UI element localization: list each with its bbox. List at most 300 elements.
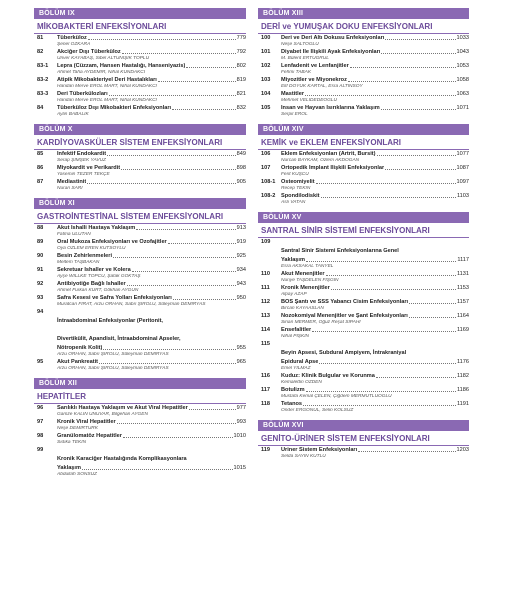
chapter-title-text[interactable]: Akut Pankreatit	[57, 359, 99, 365]
chapter-number: 111	[261, 285, 270, 291]
section-number-band: BÖLÜM XIII	[258, 8, 469, 19]
chapter-title-text[interactable]: BOS Şantı ve SSS Yabancı Cisim Enfeksiyonları	[281, 299, 409, 305]
chapter-body	[57, 63, 246, 76]
chapter-number: 82	[37, 49, 44, 55]
toc-entry[interactable]	[258, 327, 469, 340]
section-number-band: BÖLÜM XV	[258, 212, 469, 223]
chapter-title-line	[281, 63, 469, 70]
page-number: 849	[236, 151, 246, 157]
chapter-authors: Meltem TAŞBAKAN	[57, 260, 100, 265]
dot-leader	[358, 451, 455, 452]
chapter-authors: Gamze KALIN ÜNÜVAR, Bilgehan AYGEN	[57, 412, 148, 417]
chapter-title-line	[281, 299, 469, 306]
chapter-title-line	[281, 271, 469, 278]
toc-section	[258, 8, 469, 118]
chapter-title-line	[281, 285, 469, 292]
chapter-body	[57, 77, 246, 90]
section-number-band: BÖLÜM XI	[34, 198, 246, 209]
toc-entry[interactable]	[34, 239, 246, 252]
chapter-title-line	[57, 433, 246, 440]
toc-entry[interactable]	[258, 63, 469, 76]
page-number: 819	[236, 77, 246, 83]
chapter-title-line	[281, 35, 469, 42]
chapter-number: 114	[261, 327, 271, 333]
chapter-number: 96	[37, 405, 44, 411]
chapter-number: 110	[261, 271, 271, 277]
chapter-authors: Ferit KUŞCU	[281, 172, 309, 177]
chapter-body	[57, 105, 246, 118]
chapter-authors: Neşe SALTOĞLU	[281, 42, 319, 47]
chapter-title-text[interactable]: Sekretuar İshaller ve Kolera	[57, 267, 131, 273]
toc-entry[interactable]	[34, 295, 246, 308]
toc-entry[interactable]	[258, 91, 469, 104]
section-title: MİKOBAKTERİ ENFEKSİYONLARI	[34, 19, 246, 34]
page-number: 943	[236, 281, 246, 287]
chapter-title-text[interactable]: Miyozitler ve Miyonekroz	[281, 77, 347, 83]
dot-leader	[99, 363, 236, 364]
chapter-authors: Ünver KAYABAŞ, Sibel ALTUNIŞIK TOPLU	[57, 56, 150, 61]
chapter-number: 98	[37, 433, 44, 439]
chapter-title-text[interactable]: Mastitler	[281, 91, 305, 97]
chapter-number: 101	[261, 49, 271, 55]
chapter-body	[57, 35, 246, 48]
page-number: 1153	[456, 285, 469, 291]
chapter-title-text: Divertikülit, Apandisit, İntraabdominal Apseler,	[57, 336, 181, 342]
dot-leader	[186, 67, 235, 68]
chapter-body	[281, 239, 469, 270]
chapter-title-line	[281, 341, 469, 359]
chapter-number: 118	[261, 401, 271, 407]
chapter-title-line	[281, 387, 469, 394]
chapter-number: 100	[261, 35, 271, 41]
toc-entry[interactable]	[34, 225, 246, 238]
chapter-title-text: Kronik Karaciğer Hastalığında Komplikasyonlara	[57, 456, 187, 462]
chapter-authors: Serap ŞİMŞEK YAVUZ	[57, 158, 106, 163]
chapter-body	[57, 295, 246, 308]
chapter-authors: Muratcan FIRAT, Arzu ORHAN, Sabri ŞİROLU, Süleyman DEMİRYAS	[57, 302, 206, 307]
toc-entry[interactable]	[258, 105, 469, 118]
chapter-authors: Arzu ORHAN, Sabri ŞİROLU, Süleyman DEMİRYAS	[57, 366, 169, 371]
chapter-authors: Yasemin TEZER TEKÇE	[57, 172, 110, 177]
chapter-number: 106	[261, 151, 271, 157]
chapter-body	[281, 77, 469, 90]
page-number: 955	[236, 345, 246, 351]
chapter-authors: Arzu ORHAN, Sabri ŞİROLU, Süleyman DEMİRYAS	[57, 352, 169, 357]
chapter-authors: Sıdıka TEKİN	[57, 440, 87, 445]
toc-right-column	[258, 8, 469, 466]
chapter-authors: Oya ÖZLEM EREN KUTSOYLU	[57, 246, 126, 251]
chapter-title-text[interactable]: Miyokardit ve Perikardit	[57, 165, 121, 171]
chapter-title-text: Santral Sinir Sistemi Enfeksiyonlarına Genel	[281, 248, 399, 254]
chapter-title-text[interactable]: Safra Kesesi ve Safra Yolları Enfeksiyonları	[57, 295, 172, 301]
dot-leader	[348, 81, 456, 82]
toc-entry[interactable]	[34, 267, 246, 280]
chapter-authors: Şenel ÖZKARA	[57, 42, 91, 47]
chapter-authors: Ayşe WILLKE TOPCU, Şafak GÖKTAŞ	[57, 274, 141, 279]
dot-leader	[88, 39, 236, 40]
chapter-title-text[interactable]: İnsan ve Hayvan Isırıklarına Yaklaşım	[281, 105, 380, 111]
toc-section	[34, 198, 246, 372]
toc-entry[interactable]	[34, 105, 246, 118]
chapter-body	[281, 447, 469, 460]
toc-section	[34, 124, 246, 192]
dot-leader	[305, 95, 456, 96]
dot-leader	[326, 275, 456, 276]
section-title: GENİTO-ÜRİNER SİSTEM ENFEKSİYONLARI	[258, 431, 469, 446]
toc-entry[interactable]	[258, 49, 469, 62]
toc-entry[interactable]	[258, 35, 469, 48]
chapter-title-text[interactable]: Diyabet İle İlişkili Ayak Enfeksiyonları	[281, 49, 381, 55]
chapter-title-text[interactable]: Tüberküloz	[57, 35, 87, 41]
chapter-body	[281, 327, 469, 340]
dot-leader	[168, 243, 236, 244]
dot-leader	[123, 437, 233, 438]
chapter-title-line	[281, 49, 469, 56]
toc-entry[interactable]	[34, 35, 246, 48]
chapter-title-text[interactable]: Ortopedik İmplant İlişkili Enfeksiyonlar	[281, 165, 385, 171]
chapter-authors: Sinan MERMER, Oğuz Reşat SİPAHİ	[281, 320, 361, 325]
dot-leader	[117, 423, 236, 424]
chapter-body	[281, 373, 469, 386]
toc-entry[interactable]	[34, 179, 246, 192]
dot-leader	[312, 331, 456, 332]
chapter-title-text[interactable]: Kronik Menenjitler	[281, 285, 330, 291]
dot-leader	[158, 81, 236, 82]
toc-entry[interactable]	[34, 433, 246, 446]
chapter-title-text[interactable]: Antibiyotiğe Bağlı İshaller	[57, 281, 126, 287]
chapter-number: 108-1	[261, 179, 276, 185]
page-number: 898	[236, 165, 246, 171]
section-title: GASTROİNTESTİNAL SİSTEM ENFEKSİYONLARI	[34, 209, 246, 224]
chapter-body	[57, 165, 246, 178]
chapter-body	[281, 63, 469, 76]
dot-leader	[303, 405, 456, 406]
chapter-body	[281, 179, 469, 192]
chapter-authors: Handan Merve EROL MART, Nihal KUNDAKCI	[57, 98, 157, 103]
chapter-number: 89	[37, 239, 44, 245]
section-title: KEMİK ve EKLEM ENFEKSİYONLARI	[258, 135, 469, 150]
dot-leader	[409, 303, 456, 304]
page-number: 1182	[456, 373, 469, 379]
chapter-title-text[interactable]: Sarılıklı Hastaya Yaklaşım ve Akut Viral Hepatitler	[57, 405, 188, 411]
dot-leader	[121, 169, 236, 170]
chapter-body	[57, 433, 246, 446]
chapter-authors: Elif DOYUK KARTAL, Esra ALTINSOY	[281, 84, 363, 89]
chapter-body	[57, 253, 246, 266]
chapter-number: 87	[37, 179, 44, 185]
chapter-number: 83-1	[37, 63, 49, 69]
chapter-number: 90	[37, 253, 44, 259]
chapter-title-line	[281, 77, 469, 84]
chapter-body	[57, 359, 246, 372]
chapter-title-line	[281, 373, 469, 380]
toc-section	[34, 378, 246, 478]
chapter-authors: Selda SAYIN KUTLU	[281, 454, 326, 459]
page-number: 1063	[456, 91, 469, 97]
chapter-title-text[interactable]: Granülomatöz Hepatitler	[57, 433, 122, 439]
dot-leader	[381, 109, 456, 110]
section-title: DERİ ve YUMUŞAK DOKU ENFEKSİYONLARI	[258, 19, 469, 34]
chapter-title-line	[57, 267, 246, 274]
toc-entry[interactable]	[258, 193, 469, 206]
page-number: 821	[236, 91, 246, 97]
chapter-title-text[interactable]: Tüberküloz Dışı Mikobakteri Enfeksiyonları	[57, 105, 172, 111]
toc-entry[interactable]	[34, 151, 246, 164]
chapter-body	[57, 267, 246, 280]
dot-leader	[172, 109, 236, 110]
chapter-title-line	[57, 359, 246, 366]
dot-leader	[377, 155, 456, 156]
chapter-title-text[interactable]: Eklem Enfeksiyonları (Artrit, Bursit)	[281, 151, 376, 157]
toc-entry[interactable]	[258, 373, 469, 386]
page-number: 1071	[456, 105, 469, 111]
chapter-body	[281, 105, 469, 118]
chapter-body	[281, 151, 469, 164]
chapter-number: 103	[261, 77, 271, 83]
dot-leader	[316, 183, 456, 184]
page-number: 1131	[456, 271, 469, 277]
toc-entry[interactable]	[258, 179, 469, 192]
chapter-body	[281, 285, 469, 298]
chapter-body	[281, 271, 469, 284]
page-number: 950	[236, 295, 246, 301]
chapter-title-text[interactable]: Nozokomiyal Menenjitler ve Şant Enfeksiyonları	[281, 313, 408, 319]
chapter-title-text[interactable]: Lenfadenit ve Lenfanjitler	[281, 63, 349, 69]
page-number: 1176	[456, 359, 469, 365]
dot-leader	[381, 53, 455, 54]
toc-entry[interactable]	[34, 91, 246, 104]
chapter-number: 81	[37, 35, 44, 41]
chapter-title-text: Beyin Apsesi, Subdural Ampiyem, İntrakraniyal	[281, 350, 407, 356]
chapter-body	[281, 387, 469, 400]
chapter-authors: M. Bülent ERTUĞRUL	[281, 56, 329, 61]
chapter-title-text[interactable]: Akciğer Dışı Tüberküloz	[57, 49, 121, 55]
chapter-authors: Kemalettin ÖZDEN	[281, 380, 322, 385]
chapter-title-line	[57, 35, 246, 42]
toc-entry[interactable]	[258, 151, 469, 164]
toc-entry[interactable]	[258, 341, 469, 372]
page-number: 1033	[456, 35, 469, 41]
toc-section	[258, 124, 469, 206]
dot-leader	[107, 155, 236, 156]
chapter-title-text[interactable]: Spondilodiskit	[281, 193, 320, 199]
chapter-authors: Nihal PİŞKİN	[281, 334, 309, 339]
chapter-title-line	[57, 295, 246, 302]
chapter-body	[57, 225, 246, 238]
dot-leader	[306, 391, 456, 392]
page-number: 1010	[233, 433, 246, 439]
chapter-body	[57, 151, 246, 164]
chapter-number: 86	[37, 165, 44, 171]
chapter-authors: Ahmet Furkan KURT, Gökhan AYGÜN	[57, 288, 139, 293]
chapter-number: 116	[261, 373, 271, 379]
chapter-title-line	[57, 253, 246, 260]
dot-leader	[87, 183, 235, 184]
chapter-number: 108-2	[261, 193, 276, 199]
chapter-body	[281, 35, 469, 48]
dot-leader	[385, 169, 455, 170]
chapter-title-line	[281, 151, 469, 158]
toc-section	[34, 8, 246, 118]
toc-left-column	[34, 8, 246, 484]
chapter-authors: Önder ERGÖNÜL, Selin KOLSUZ	[281, 408, 354, 413]
chapter-title-text[interactable]: İnfektif Endokardit	[57, 151, 107, 157]
toc-section	[258, 420, 469, 460]
chapter-body	[57, 281, 246, 294]
section-number-band: BÖLÜM X	[34, 124, 246, 135]
toc-entry[interactable]	[258, 299, 469, 312]
dot-leader	[319, 363, 456, 364]
dot-leader	[385, 39, 455, 40]
toc-entry[interactable]	[34, 63, 246, 76]
chapter-authors: Ahmet Taha AYDEMİR, Nihal KUNDAKCI	[57, 70, 146, 75]
page-number: 1103	[456, 193, 469, 199]
chapter-title-line	[281, 257, 469, 264]
chapter-title-line	[281, 447, 469, 454]
chapter-title-text[interactable]: Tetanos	[281, 401, 303, 407]
chapter-title-line	[57, 49, 246, 56]
page-number: 832	[236, 105, 246, 111]
page-number: 1097	[456, 179, 469, 185]
page-number: 1203	[456, 447, 469, 453]
toc-entry[interactable]	[34, 77, 246, 90]
dot-leader	[132, 271, 236, 272]
chapter-number: 84	[37, 105, 44, 111]
section-number-band: BÖLÜM IX	[34, 8, 246, 19]
chapter-title-text[interactable]: Mediastinit	[57, 179, 87, 185]
page-number: 1157	[456, 299, 469, 305]
dot-leader	[103, 349, 235, 350]
toc-entry[interactable]	[34, 281, 246, 294]
chapter-title-text: İntraabdominal Enfeksiyonlar (Peritonit,	[57, 318, 163, 324]
chapter-title-line	[281, 327, 469, 334]
toc-entry[interactable]	[34, 419, 246, 432]
dot-leader	[350, 67, 456, 68]
chapter-title-line	[57, 327, 246, 345]
toc-entry[interactable]	[258, 271, 469, 284]
chapter-number: 113	[261, 313, 271, 319]
chapter-body	[57, 49, 246, 62]
chapter-authors: Recep TEKİN	[281, 186, 311, 191]
chapter-title-text[interactable]: Ensefalitler	[281, 327, 312, 333]
chapter-title-text[interactable]: Epidural Apse	[281, 359, 319, 365]
chapter-title-text[interactable]: Botulizm	[281, 387, 305, 393]
chapter-number: 112	[261, 299, 271, 305]
chapter-title-text[interactable]: Kuduz: Klinik Bulgular ve Korunma	[281, 373, 375, 379]
toc-entry[interactable]	[258, 401, 469, 414]
chapter-title-line	[57, 225, 246, 232]
dot-leader	[306, 261, 456, 262]
toc-entry[interactable]	[34, 253, 246, 266]
chapter-body	[57, 419, 246, 432]
chapter-title-text[interactable]: Akut Menenjitler	[281, 271, 325, 277]
page-number: 913	[236, 225, 246, 231]
page-number: 1015	[233, 465, 246, 471]
chapter-title-text[interactable]: Kronik Viral Hepatitler	[57, 419, 116, 425]
chapter-authors: Fatma ULUTAN	[57, 232, 91, 237]
chapter-authors: Alpay AZAP	[281, 292, 307, 297]
dot-leader	[122, 53, 236, 54]
chapter-authors: Handan Merve EROL MART, Nihal KUNDAKCI	[57, 84, 157, 89]
chapter-body	[57, 405, 246, 418]
page-number: 1087	[456, 165, 469, 171]
page-number: 925	[236, 253, 246, 259]
toc-entry[interactable]	[34, 49, 246, 62]
page-number: 779	[236, 35, 246, 41]
toc-section	[258, 212, 469, 414]
page-number: 802	[236, 63, 246, 69]
chapter-title-text[interactable]: Osteomiyelit	[281, 179, 315, 185]
chapter-title-line	[57, 63, 246, 70]
chapter-title-line	[57, 151, 246, 158]
section-title: SANTRAL SİNİR SİSTEMİ ENFEKSİYONLARI	[258, 223, 469, 238]
chapter-authors: Neşe DEMİRTÜRK	[57, 426, 98, 431]
toc-entry[interactable]	[34, 309, 246, 358]
chapter-body	[281, 165, 469, 178]
toc-entry[interactable]	[258, 285, 469, 298]
toc-entry[interactable]	[258, 313, 469, 326]
toc-entry[interactable]	[258, 165, 469, 178]
toc-entry[interactable]	[258, 387, 469, 400]
page-number: 1043	[456, 49, 469, 55]
page-number: 993	[236, 419, 246, 425]
chapter-title-line	[57, 77, 246, 84]
chapter-number: 117	[261, 387, 271, 393]
toc-entry[interactable]	[34, 447, 246, 478]
dot-leader	[376, 377, 456, 378]
chapter-title-line	[281, 313, 469, 320]
toc-entry[interactable]	[34, 405, 246, 418]
chapter-title-text[interactable]: Akut İshalli Hastaya Yaklaşım	[57, 225, 136, 231]
chapter-authors: Fehmi TABAK	[281, 70, 312, 75]
chapter-title-text[interactable]: Yaklaşım	[281, 257, 305, 263]
chapter-authors: Esra AKSAKAL TANYEL	[281, 264, 334, 269]
chapter-title-line	[57, 91, 246, 98]
section-title: KARDİYOVASKÜLER SİSTEM ENFEKSİYONLARI	[34, 135, 246, 150]
chapter-title-text[interactable]: Yaklaşım	[57, 465, 81, 471]
dot-leader	[113, 257, 236, 258]
chapter-title-text[interactable]: Deri ve Deri Altı Dokusu Enfeksiyonları	[281, 35, 385, 41]
chapter-authors: Mustafa Kemal ÇELEN, Çiğdem MERMUTLUOĞLU	[281, 394, 392, 399]
chapter-title-text[interactable]: Üriner Sistem Enfeksiyonları	[281, 447, 358, 453]
chapter-title-line	[57, 179, 246, 186]
page-number: 1191	[456, 401, 469, 407]
page-number: 919	[236, 239, 246, 245]
toc-entry[interactable]	[258, 239, 469, 270]
chapter-number: 97	[37, 419, 44, 425]
chapter-title-text[interactable]: Atipik Mikobakteriyel Deri Hastalıkları	[57, 77, 157, 83]
chapter-number: 115	[261, 341, 271, 347]
chapter-title-text[interactable]: Nötropenik Kolit)	[57, 345, 103, 351]
toc-entry[interactable]	[258, 447, 469, 460]
chapter-title-text[interactable]: Oral Mukoza Enfeksiyonları ve Özofajitler	[57, 239, 167, 245]
dot-leader	[82, 469, 233, 470]
section-number-band: BÖLÜM XII	[34, 378, 246, 389]
chapter-number: 105	[261, 105, 271, 111]
chapter-title-text[interactable]: Besin Zehirlenmeleri	[57, 253, 113, 259]
chapter-title-text[interactable]: Lepra (Cüzzam, Hansen Hastalığı, Hanseniyazis)	[57, 63, 186, 69]
toc-entry[interactable]	[258, 77, 469, 90]
chapter-title-text[interactable]: Deri Tüberkülozları	[57, 91, 108, 97]
chapter-title-line	[281, 165, 469, 172]
toc-entry[interactable]	[34, 359, 246, 372]
chapter-body	[57, 91, 246, 104]
page-number: 965	[236, 359, 246, 365]
chapter-title-line	[281, 359, 469, 366]
chapter-number: 94	[37, 309, 44, 315]
chapter-body	[281, 49, 469, 62]
toc-entry[interactable]	[34, 165, 246, 178]
